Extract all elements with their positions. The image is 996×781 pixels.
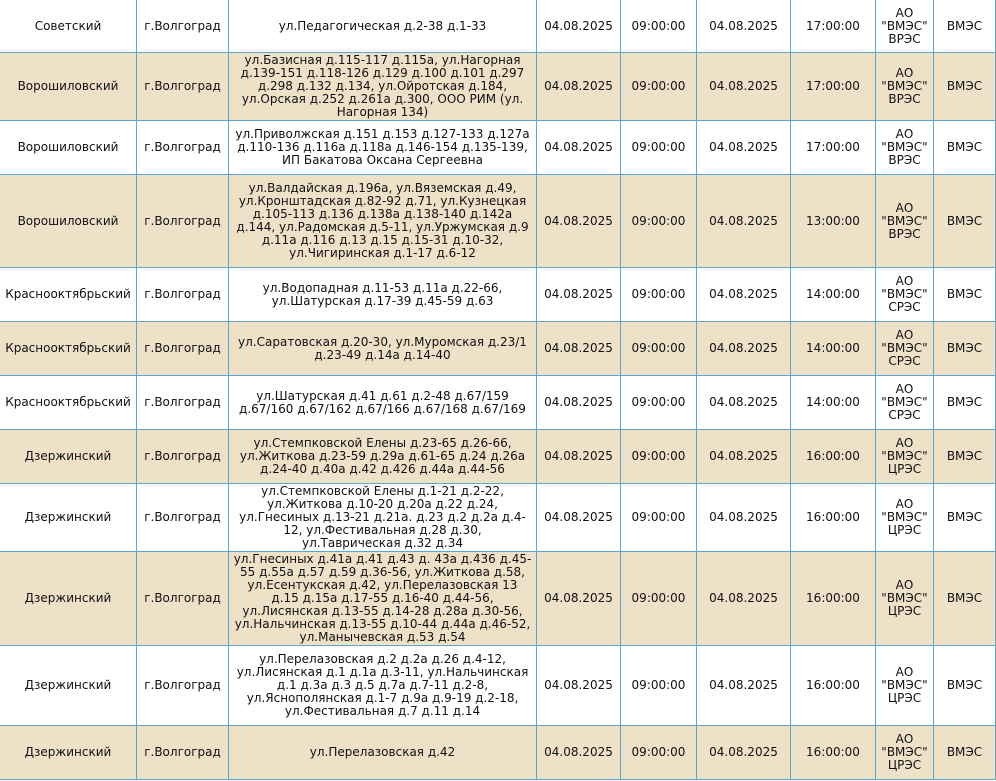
start-date-cell: 04.08.2025 (537, 322, 621, 376)
company-cell: ВМЭС (934, 646, 996, 726)
city-cell: г.Волгоград (137, 552, 229, 646)
end-date-cell: 04.08.2025 (697, 0, 791, 53)
organization-cell: АО "ВМЭС" ВРЭС (876, 121, 934, 175)
start-time-cell: 09:00:00 (621, 0, 697, 53)
organization-cell: АО "ВМЭС" ЦРЭС (876, 430, 934, 484)
address-cell: ул.Стемпковской Елены д.23-65 д.26-66, ул.Житкова д.23-59 д.29а д.61-65 д.24 д.26а д.24-40 д.40а д.42 д.426 д.44а д.44-56 (229, 430, 537, 484)
table-row (0, 175, 996, 268)
table-row (0, 646, 996, 726)
organization-cell: АО "ВМЭС" ВРЭС (876, 53, 934, 121)
city-cell: г.Волгоград (137, 175, 229, 268)
end-time-cell: 13:00:00 (791, 175, 876, 268)
table-row (0, 726, 996, 780)
end-time-cell: 16:00:00 (791, 726, 876, 780)
end-date-cell: 04.08.2025 (697, 322, 791, 376)
end-date-cell: 04.08.2025 (697, 376, 791, 430)
end-time-cell: 17:00:00 (791, 53, 876, 121)
table-row (0, 121, 996, 175)
district-cell: Дзержинский (0, 552, 137, 646)
start-date-cell: 04.08.2025 (537, 268, 621, 322)
company-cell: ВМЭС (934, 53, 996, 121)
start-time-cell: 09:00:00 (621, 53, 697, 121)
start-time-cell: 09:00:00 (621, 121, 697, 175)
start-date-cell: 04.08.2025 (537, 0, 621, 53)
company-cell: ВМЭС (934, 268, 996, 322)
district-cell: Советский (0, 0, 137, 53)
company-cell: ВМЭС (934, 322, 996, 376)
city-cell: г.Волгоград (137, 646, 229, 726)
start-date-cell: 04.08.2025 (537, 121, 621, 175)
district-cell: Ворошиловский (0, 53, 137, 121)
end-time-cell: 17:00:00 (791, 121, 876, 175)
address-cell: ул.Стемпковской Елены д.1-21 д.2-22, ул.Житкова д.10-20 д.20а д.22 д.24, ул.Гнесиных д.13-21 д.21а. д.23 д.2 д.2а д.4-12, ул.Фестивальная д.28 д.30, ул.Таврическая д.32 д.34 (229, 484, 537, 552)
table-row (0, 322, 996, 376)
end-time-cell: 16:00:00 (791, 484, 876, 552)
address-cell: ул.Шатурская д.41 д.61 д.2-48 д.67/159 д.67/160 д.67/162 д.67/166 д.67/168 д.67/169 (229, 376, 537, 430)
table-row (0, 484, 996, 552)
organization-cell: АО "ВМЭС" ВРЭС (876, 175, 934, 268)
end-time-cell: 16:00:00 (791, 552, 876, 646)
city-cell: г.Волгоград (137, 268, 229, 322)
organization-cell: АО "ВМЭС" СРЭС (876, 322, 934, 376)
table-row (0, 430, 996, 484)
district-cell: Ворошиловский (0, 175, 137, 268)
organization-cell: АО "ВМЭС" СРЭС (876, 376, 934, 430)
start-date-cell: 04.08.2025 (537, 726, 621, 780)
end-time-cell: 17:00:00 (791, 0, 876, 53)
address-cell: ул.Перелазовская д.2 д.2а д.26 д.4-12, ул.Лисянская д.1 д.1а д.3-11, ул.Нальчинская д.1 д.3а д.3 д.5 д.7а д.7-11 д.2-8, ул.Яснополянская д.1-7 д.9а д.9-19 д.2-18, ул.Фестивальная д.7 д.11 д.14 (229, 646, 537, 726)
city-cell: г.Волгоград (137, 322, 229, 376)
table-row (0, 0, 996, 53)
address-cell: ул.Валдайская д.196а, ул.Вяземская д.49, ул.Кронштадская д.82-92 д.71, ул.Кузнецкая д.105-113 д.136 д.138а д.138-140 д.142а д.144, ул.Радомская д.5-11, ул.Уржумская д.9 д.11а д.116 д.13 д.15 д.15-31 д.10-32, ул.Чигиринская д.1-17 д.6-12 (229, 175, 537, 268)
start-date-cell: 04.08.2025 (537, 376, 621, 430)
end-date-cell: 04.08.2025 (697, 726, 791, 780)
end-date-cell: 04.08.2025 (697, 175, 791, 268)
start-time-cell: 09:00:00 (621, 646, 697, 726)
end-date-cell: 04.08.2025 (697, 268, 791, 322)
start-time-cell: 09:00:00 (621, 430, 697, 484)
address-cell: ул.Водопадная д.11-53 д.11а д.22-66, ул.Шатурская д.17-39 д.45-59 д.63 (229, 268, 537, 322)
city-cell: г.Волгоград (137, 376, 229, 430)
company-cell: ВМЭС (934, 484, 996, 552)
company-cell: ВМЭС (934, 430, 996, 484)
company-cell: ВМЭС (934, 376, 996, 430)
start-time-cell: 09:00:00 (621, 484, 697, 552)
start-time-cell: 09:00:00 (621, 175, 697, 268)
end-time-cell: 14:00:00 (791, 322, 876, 376)
end-date-cell: 04.08.2025 (697, 430, 791, 484)
start-date-cell: 04.08.2025 (537, 646, 621, 726)
company-cell: ВМЭС (934, 121, 996, 175)
company-cell: ВМЭС (934, 175, 996, 268)
district-cell: Дзержинский (0, 484, 137, 552)
city-cell: г.Волгоград (137, 430, 229, 484)
address-cell: ул.Саратовская д.20-30, ул.Муромская д.23/1 д.23-49 д.14а д.14-40 (229, 322, 537, 376)
end-date-cell: 04.08.2025 (697, 552, 791, 646)
end-time-cell: 14:00:00 (791, 376, 876, 430)
address-cell: ул.Приволжская д.151 д.153 д.127-133 д.127а д.110-136 д.116а д.118а д.146-154 д.135-139, ИП Бакатова Оксана Сергеевна (229, 121, 537, 175)
start-time-cell: 09:00:00 (621, 268, 697, 322)
city-cell: г.Волгоград (137, 121, 229, 175)
start-date-cell: 04.08.2025 (537, 484, 621, 552)
end-date-cell: 04.08.2025 (697, 53, 791, 121)
end-date-cell: 04.08.2025 (697, 484, 791, 552)
district-cell: Дзержинский (0, 430, 137, 484)
start-time-cell: 09:00:00 (621, 322, 697, 376)
organization-cell: АО "ВМЭС" ЦРЭС (876, 646, 934, 726)
table-row (0, 376, 996, 430)
start-time-cell: 09:00:00 (621, 376, 697, 430)
city-cell: г.Волгоград (137, 53, 229, 121)
company-cell: ВМЭС (934, 0, 996, 53)
organization-cell: АО "ВМЭС" ЦРЭС (876, 726, 934, 780)
start-date-cell: 04.08.2025 (537, 175, 621, 268)
end-time-cell: 16:00:00 (791, 430, 876, 484)
district-cell: Дзержинский (0, 726, 137, 780)
table-row (0, 552, 996, 646)
table-row (0, 268, 996, 322)
address-cell: ул.Перелазовская д.42 (229, 726, 537, 780)
city-cell: г.Волгоград (137, 0, 229, 53)
district-cell: Краснооктябрьский (0, 322, 137, 376)
company-cell: ВМЭС (934, 726, 996, 780)
end-date-cell: 04.08.2025 (697, 646, 791, 726)
end-date-cell: 04.08.2025 (697, 121, 791, 175)
address-cell: ул.Базисная д.115-117 д.115а, ул.Нагорная д.139-151 д.118-126 д.129 д.100 д.101 д.297 д.298 д.132 д.134, ул.Ойротская д.184, ул.Орская д.252 д.261а д.300, ООО РИМ (ул. Нагорная 134) (229, 53, 537, 121)
organization-cell: АО "ВМЭС" СРЭС (876, 268, 934, 322)
district-cell: Краснооктябрьский (0, 376, 137, 430)
company-cell: ВМЭС (934, 552, 996, 646)
start-date-cell: 04.08.2025 (537, 53, 621, 121)
organization-cell: АО "ВМЭС" ЦРЭС (876, 484, 934, 552)
district-cell: Дзержинский (0, 646, 137, 726)
district-cell: Краснооктябрьский (0, 268, 137, 322)
end-time-cell: 14:00:00 (791, 268, 876, 322)
start-time-cell: 09:00:00 (621, 726, 697, 780)
start-time-cell: 09:00:00 (621, 552, 697, 646)
start-date-cell: 04.08.2025 (537, 552, 621, 646)
start-date-cell: 04.08.2025 (537, 430, 621, 484)
district-cell: Ворошиловский (0, 121, 137, 175)
city-cell: г.Волгоград (137, 726, 229, 780)
organization-cell: АО "ВМЭС" ЦРЭС (876, 552, 934, 646)
address-cell: ул.Педагогическая д.2-38 д.1-33 (229, 0, 537, 53)
city-cell: г.Волгоград (137, 484, 229, 552)
organization-cell: АО "ВМЭС" ВРЭС (876, 0, 934, 53)
table-row (0, 53, 996, 121)
end-time-cell: 16:00:00 (791, 646, 876, 726)
address-cell: ул.Гнесиных д.41а д.41 д.43 д. 43а д.436 д.45-55 д.55а д.57 д.59 д.36-56, ул.Житкова д.58, ул.Есентукская д.42, ул.Перелазовская 13 д.15 д.15а д.17-55 д.16-40 д.44-56, ул.Лисянская д.13-55 д.14-28 д.28а д.30-56, ул.Нальчинская д.13-55 д.10-44 д.44а д.46-52, ул.Манычевская д.53 д.54 (229, 552, 537, 646)
